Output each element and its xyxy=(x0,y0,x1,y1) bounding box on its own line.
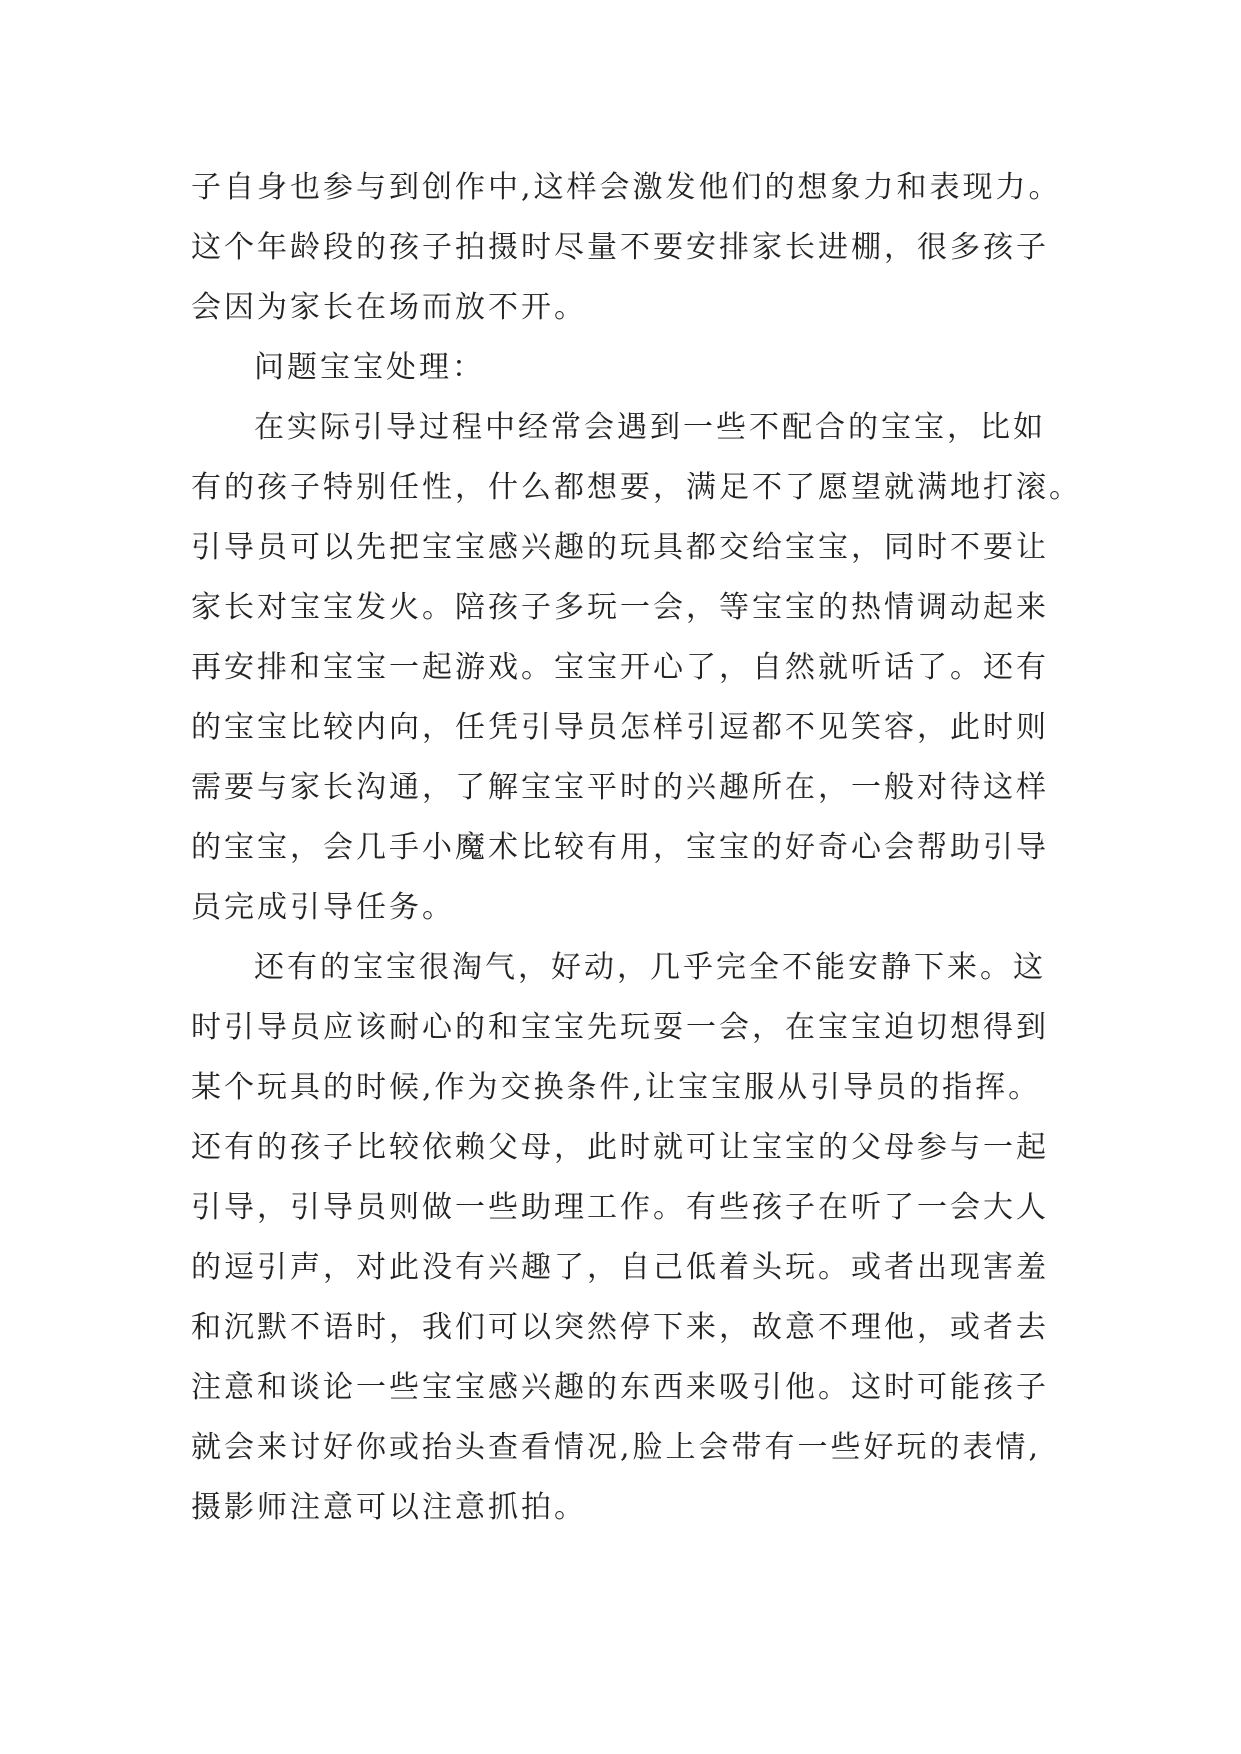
text-line: 摄影师注意可以注意抓拍。 xyxy=(191,1490,587,1525)
text-line: 某个玩具的时候,作为交换条件,让宝宝服从引导员的指挥。 xyxy=(191,1070,1042,1105)
section-heading: 问题宝宝处理： xyxy=(254,350,485,385)
text-line: 引导，引导员则做一些助理工作。有些孩子在听了一会大人 xyxy=(191,1190,1049,1225)
text-line: 引导员可以先把宝宝感兴趣的玩具都交给宝宝，同时不要让 xyxy=(191,530,1049,565)
text-line: 还有的宝宝很淘气，好动，几乎完全不能安静下来。这 xyxy=(254,950,1046,985)
text-line: 会因为家长在场而放不开。 xyxy=(191,290,587,325)
text-line: 再安排和宝宝一起游戏。宝宝开心了，自然就听话了。还有 xyxy=(191,650,1049,685)
text-line: 的宝宝比较内向，任凭引导员怎样引逗都不见笑容，此时则 xyxy=(191,710,1049,745)
text-line: 有的孩子特别任性，什么都想要，满足不了愿望就满地打滚。 xyxy=(191,470,1082,505)
text-line: 时引导员应该耐心的和宝宝先玩耍一会，在宝宝迫切想得到 xyxy=(191,1010,1049,1045)
text-line: 需要与家长沟通，了解宝宝平时的兴趣所在，一般对待这样 xyxy=(191,770,1049,805)
text-line: 和沉默不语时，我们可以突然停下来，故意不理他，或者去 xyxy=(191,1310,1049,1345)
text-line: 就会来讨好你或抬头查看情况,脸上会带有一些好玩的表情, xyxy=(191,1430,1042,1465)
text-line: 家长对宝宝发火。陪孩子多玩一会，等宝宝的热情调动起来 xyxy=(191,590,1049,625)
text-line: 的宝宝，会几手小魔术比较有用，宝宝的好奇心会帮助引导 xyxy=(191,830,1049,865)
text-line: 在实际引导过程中经常会遇到一些不配合的宝宝，比如 xyxy=(254,410,1046,445)
body-text xyxy=(191,158,1091,1538)
text-line: 的逗引声，对此没有兴趣了，自己低着头玩。或者出现害羞 xyxy=(191,1250,1049,1285)
text-line: 员完成引导任务。 xyxy=(191,890,455,925)
text-line: 注意和谈论一些宝宝感兴趣的东西来吸引他。这时可能孩子 xyxy=(191,1370,1049,1405)
text-line: 子自身也参与到创作中,这样会激发他们的想象力和表现力。 xyxy=(191,170,1062,205)
text-line: 还有的孩子比较依赖父母，此时就可让宝宝的父母参与一起 xyxy=(191,1130,1049,1165)
text-line: 这个年龄段的孩子拍摄时尽量不要安排家长进棚，很多孩子 xyxy=(191,230,1049,265)
